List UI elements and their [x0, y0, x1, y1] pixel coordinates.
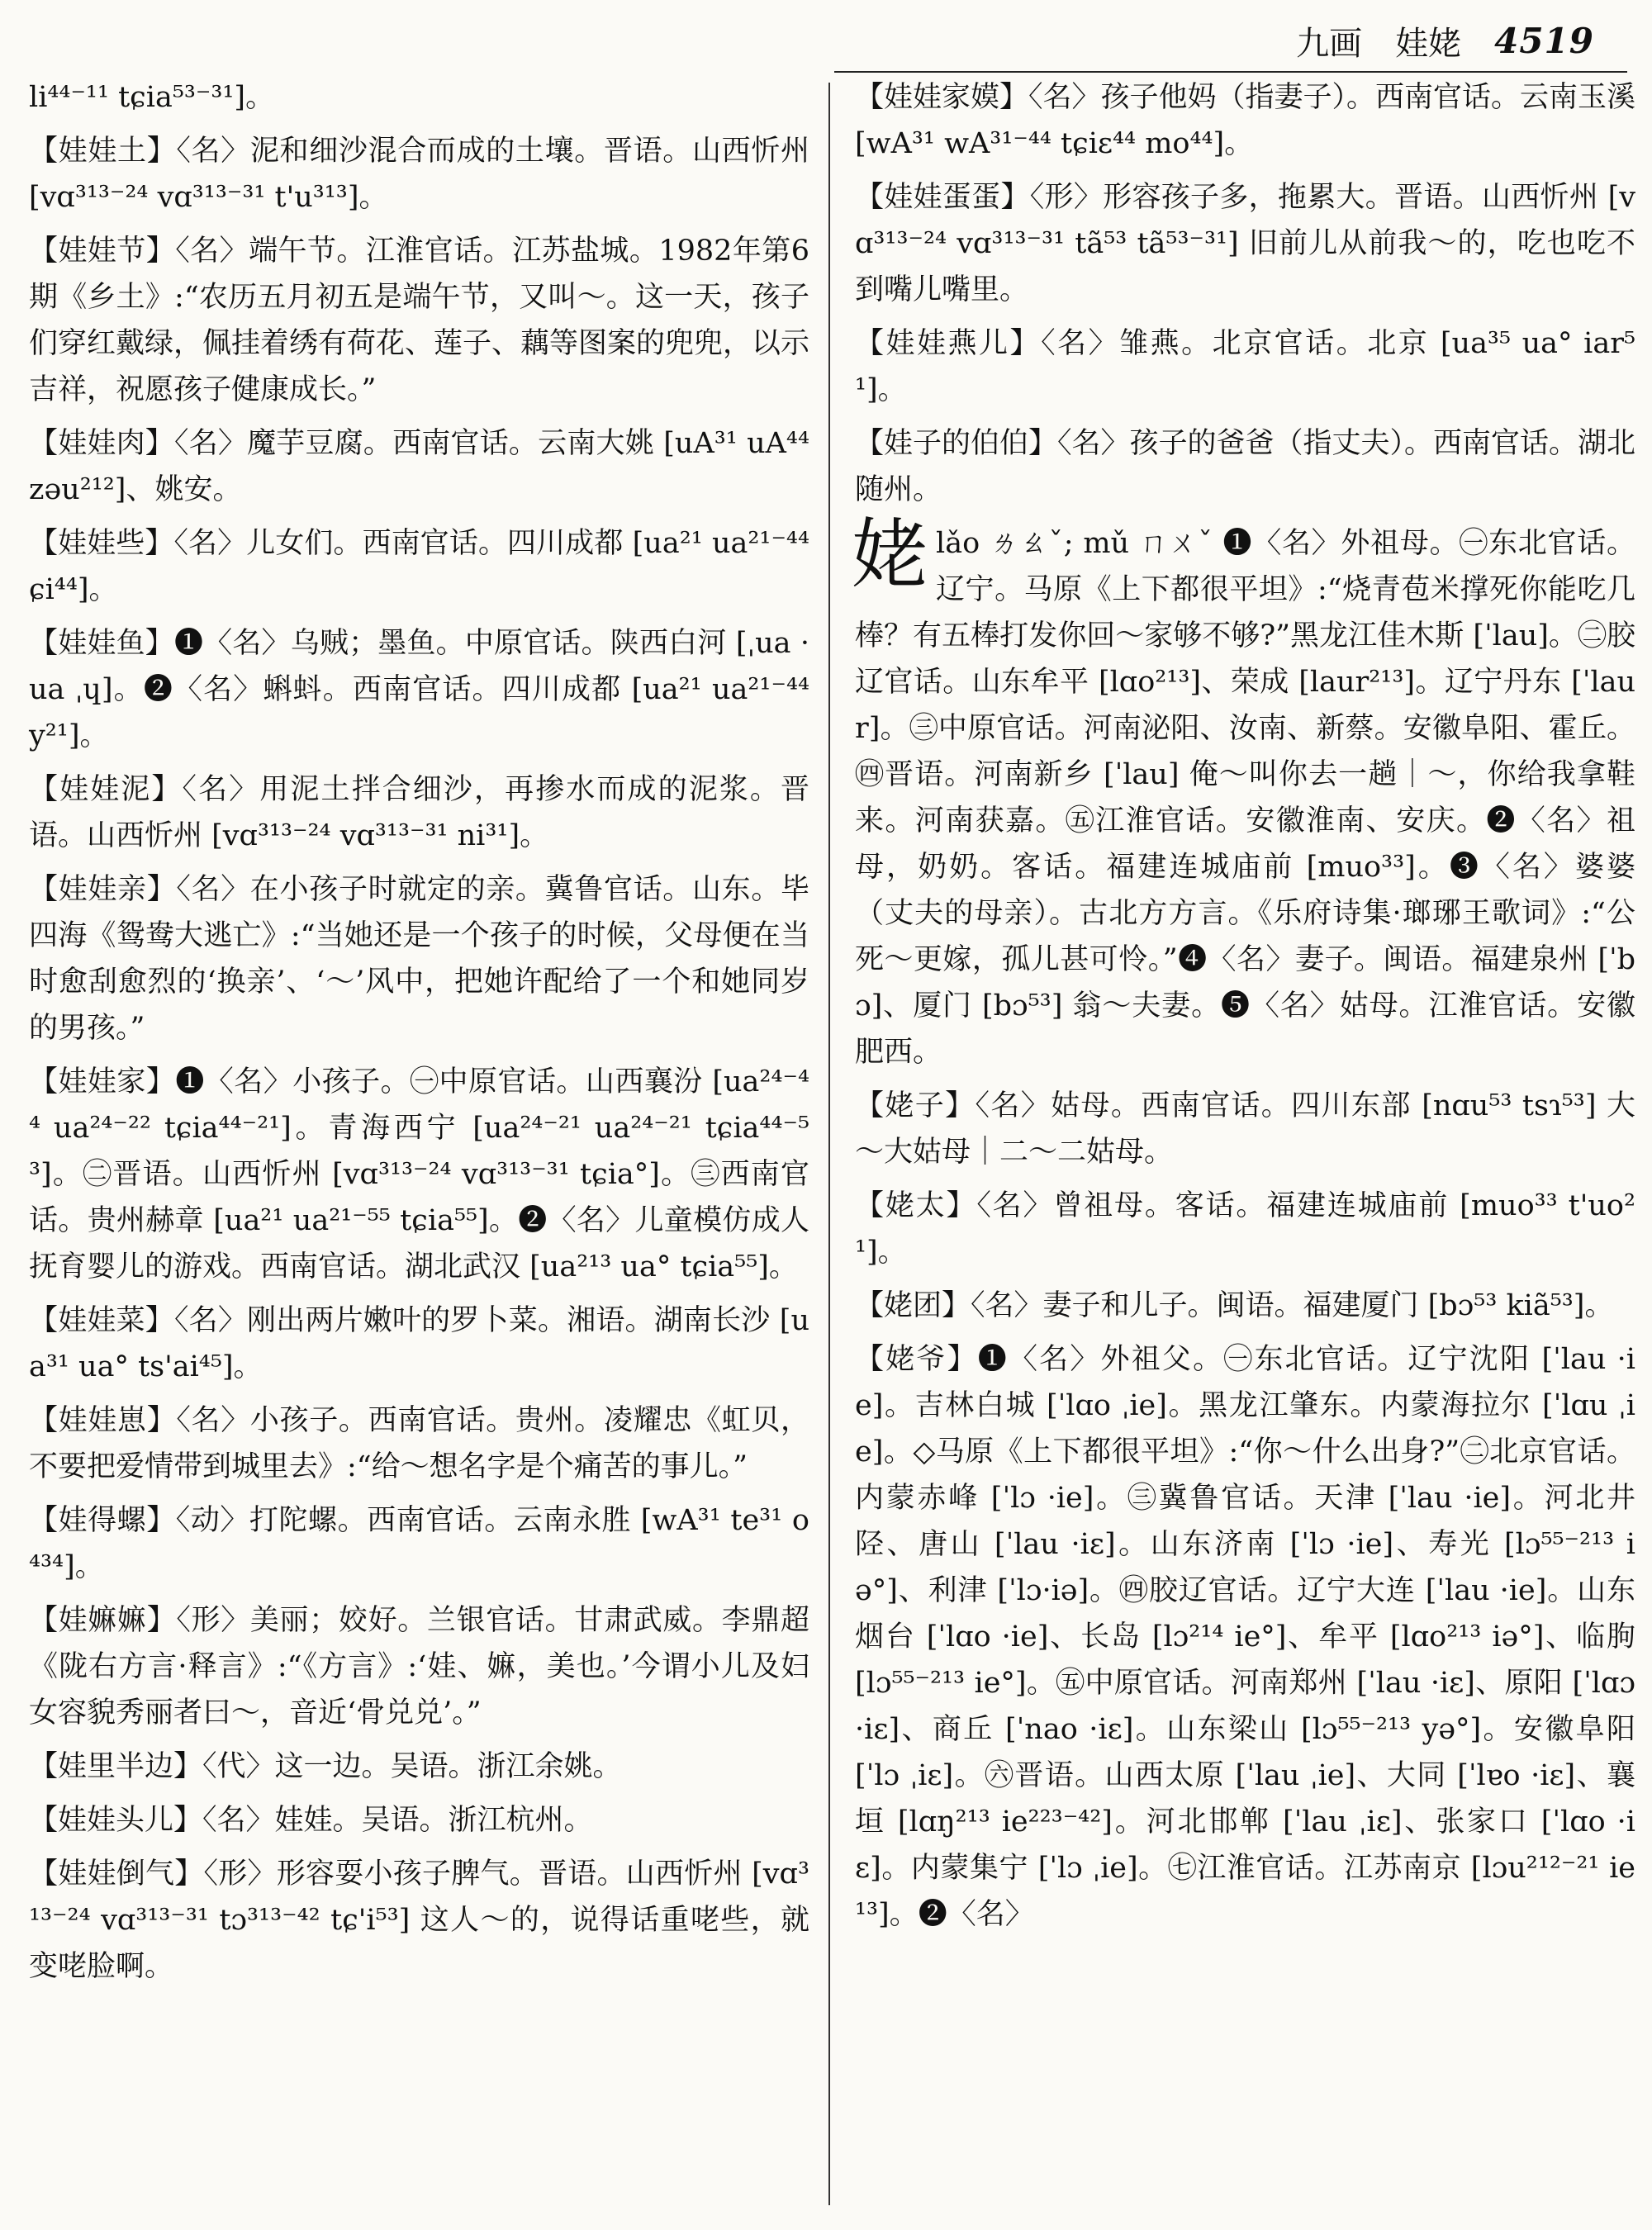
entry-wawa-rou: 【娃娃肉】〈名〉魔芋豆腐。西南官话。云南大姚 [uA³¹ uA⁴⁴ zəu²¹²]、姚安。	[29, 427, 809, 506]
entry-wawa-jia-mo: 【娃娃家嫫】〈名〉孩子他妈（指妻子）。西南官话。云南玉溪 [wA³¹ wA³¹⁻⁴⁴ tɕiɛ⁴⁴ mo⁴⁴]。	[855, 81, 1636, 160]
entry-wa-de-luo: 【娃得螺】〈动〉打陀螺。西南官话。云南永胜 [wA³¹ te³¹ o⁴³⁴]。	[29, 1504, 809, 1583]
entry-wawa-tour: 【娃娃头儿】〈名〉娃娃。吴语。浙江杭州。	[29, 1804, 593, 1837]
entry-wawa-jia: 【娃娃家】❶〈名〉小孩子。㊀中原官话。山西襄汾 [ua²⁴⁻⁴⁴ ua²⁴⁻²² tɕia⁴⁴⁻²¹]。青海西宁 [ua²⁴⁻²¹ ua²⁴⁻²¹ tɕia⁴⁴⁻⁵³]。㊁晋语。山西忻州 [vɑ³¹³⁻²⁴ vɑ³¹³⁻³¹ tɕia°]。㊂西南官话。贵州赫章 [ua²¹ ua²¹⁻⁵⁵ tɕia⁵⁵]。❷〈名〉儿童模仿成人抚育婴儿的游戏。西南官话。湖北武汉 [ua²¹³ ua° tɕia⁵⁵]。	[29, 1065, 809, 1283]
entry-wawa-daoqi: 【娃娃倒气】〈形〉形容耍小孩子脾气。晋语。山西忻州 [vɑ³¹³⁻²⁴ vɑ³¹³⁻³¹ tɔ³¹³⁻⁴² tɕ'i⁵³] 这人～的，说得话重咾些，就变咾脸啊。	[29, 1858, 809, 1983]
entry-continuation: li⁴⁴⁻¹¹ tɕia⁵³⁻³¹]。	[29, 81, 275, 114]
entry-lao-body: lǎo ㄌㄠˇ; mǔ ㄇㄨˇ ❶〈名〉外祖母。㊀东北官话。辽宁。马原《上下都很平坦》:“烧青苞米撑死你能吃几棒？有五棒打发你回～家够不够?”黑龙江佳木斯 [ˈlau]。㊁胶辽官话。山东牟平 [lɑo²¹³]、荣成 [laur²¹³]。辽宁丹东 [ˈlaur]。㊂中原官话。河南泌阳、汝南、新蔡。安徽阜阳、霍丘。㊃晋语。河南新乡 [ˈlau] 俺～叫你去一趟｜～，你给我拿鞋来。河南获嘉。㊄江淮官话。安徽淮南、安庆。❷〈名〉祖母，奶奶。客话。福建连城庙前 [muo³³]。❸〈名〉婆婆（丈夫的母亲）。古北方方言。《乐府诗集·瑯琊王歌词》:“公死～更嫁，孤儿甚可怜。”❹〈名〉妻子。闽语。福建泉州 [ˈbɔ]、厦门 [bɔ⁵³] 翁～夫妻。❺〈名〉姑母。江淮官话。安徽肥西。	[855, 527, 1635, 1069]
head-character: 姥	[852, 510, 928, 599]
entry-laozi: 【姥子】〈名〉姑母。西南官话。四川东部 [nɑu⁵³ tsɿ⁵³] 大～大姑母｜二～二姑母。	[855, 1089, 1635, 1169]
entry-laotai: 【姥太】〈名〉曾祖母。客话。福建连城庙前 [muo³³ t'uo²¹]。	[855, 1189, 1635, 1269]
entry-lao-head	[852, 510, 1635, 1075]
entry-laoye: 【姥爷】❶〈名〉外祖父。㊀东北官话。辽宁沈阳 [ˈlau ·ie]。吉林白城 [ˈlɑo ˌie]。黑龙江肇东。内蒙海拉尔 [ˈlɑu ˌie]。◇马原《上下都很平坦》:“你～什么出身?”㊁北京官话。内蒙赤峰 [ˈlɔ ·ie]。㊂冀鲁官话。天津 [ˈlau ·ie]。河北井陉、唐山 [ˈlau ·iɛ]。山东济南 [ˈlɔ ·ie]、寿光 [lɔ⁵⁵⁻²¹³ iə°]、利津 [ˈlɔ·iə]。㊃胶辽官话。辽宁大连 [ˈlau ·ie]。山东烟台 [ˈlɑo ·ie]、长岛 [lɔ²¹⁴ ie°]、牟平 [lɑo²¹³ iə°]、临朐 [lɔ⁵⁵⁻²¹³ ie°]。㊄中原官话。河南郑州 [ˈlau ·iɛ]、原阳 [ˈlɑɔ ·iɛ]、商丘 [ˈnao ·iɛ]。山东梁山 [lɔ⁵⁵⁻²¹³ yə°]。安徽阜阳 [ˈlɔ ˌiɛ]。㊅晋语。山西太原 [ˈlau ˌie]、大同 [ˈlɐo ·iɛ]、襄垣 [lɑŋ²¹³ ie²²³⁻⁴²]。河北邯郸 [ˈlau ˌiɛ]、张家口 [ˈlɑo ·iɛ]。内蒙集宁 [ˈlɔ ˌie]。㊆江淮官话。江苏南京 [lɔu²¹²⁻²¹ ie¹³]。❷〈名〉	[855, 1343, 1635, 1931]
entry-wa-li-ban-bian: 【娃里半边】〈代〉这一边。吴语。浙江余姚。	[29, 1750, 622, 1783]
entry-wawa-tu: 【娃娃土】〈名〉泥和细沙混合而成的土壤。晋语。山西忻州 [vɑ³¹³⁻²⁴ vɑ³¹³⁻³¹ t'u³¹³]。	[29, 135, 809, 214]
header-chars: 娃姥	[1395, 24, 1462, 63]
entry-wawa-yu: 【娃娃鱼】❶〈名〉乌贼；墨鱼。中原官话。陕西白河 [ˌua ·ua ˌɥ]。❷〈名〉蝌蚪。西南官话。四川成都 [ua²¹ ua²¹⁻⁴⁴ y²¹]。	[29, 627, 809, 752]
running-header	[1296, 12, 1594, 69]
entry-wawa-ni: 【娃娃泥】〈名〉用泥土拌合细沙，再掺水而成的泥浆。晋语。山西忻州 [vɑ³¹³⁻²⁴ vɑ³¹³⁻³¹ ni³¹]。	[29, 773, 809, 852]
entry-wawa-qin: 【娃娃亲】〈名〉在小孩子时就定的亲。冀鲁官话。山东。毕四海《鸳鸯大逃亡》:“当她还是一个孩子的时候，父母便在当时愈刮愈烈的‘换亲’、‘～’风中，把她许配给了一个和她同岁的男孩。”	[29, 873, 809, 1045]
entry-wawa-zai: 【娃娃崽】〈名〉小孩子。西南官话。贵州。凌耀忠《虹贝，不要把爱情带到城里去》:“给～想名字是个痛苦的事儿。”	[29, 1404, 809, 1483]
column-divider	[828, 83, 830, 2205]
entry-wawa-xie: 【娃娃些】〈名〉儿女们。西南官话。四川成都 [ua²¹ ua²¹⁻⁴⁴ ɕi⁴⁴]。	[29, 527, 809, 606]
right-column	[852, 74, 1636, 1945]
header-rule	[834, 71, 1627, 73]
entry-wawa-jie: 【娃娃节】〈名〉端午节。江淮官话。江苏盐城。1982年第6期《乡土》:“农历五月初五是端午节，又叫～。这一天，孩子们穿红戴绿，佩挂着绣有荷花、莲子、藕等图案的兜兜，以示吉祥，祝愿孩子健康成长。”	[29, 235, 810, 406]
section-label: 九画	[1296, 24, 1363, 63]
entry-laotuan: 【姥团】〈名〉妻子和儿子。闽语。福建厦门 [bɔ⁵³ kiã⁵³]。	[855, 1289, 1614, 1322]
entry-wazi-de-bobo: 【娃子的伯伯】〈名〉孩子的爸爸（指丈夫）。西南官话。湖北随州。	[855, 427, 1636, 506]
entry-wawa-dandan: 【娃娃蛋蛋】〈形〉形容孩子多，拖累大。晋语。山西忻州 [vɑ³¹³⁻²⁴ vɑ³¹³⁻³¹ tã⁵³ tã⁵³⁻³¹] 旧前儿从前我～的，吃也吃不到嘴儿嘴里。	[855, 181, 1635, 306]
entry-wa-mama: 【娃嫲嫲】〈形〉美丽；姣好。兰银官话。甘肃武威。李鼎超《陇右方言·释言》:“《方言》:‘娃、嫲，美也。’今谓小儿及妇女容貌秀丽者曰～，音近‘骨兑兑’。”	[29, 1604, 809, 1729]
entry-wawa-cai: 【娃娃菜】〈名〉刚出两片嫩叶的罗卜菜。湘语。湖南长沙 [ua³¹ ua° ts'ai⁴⁵]。	[29, 1304, 809, 1383]
page-number: 4519	[1494, 20, 1594, 61]
left-column	[29, 74, 809, 1997]
entry-wawa-yaner: 【娃娃燕儿】〈名〉雏燕。北京官话。北京 [ua³⁵ ua° iar⁵¹]。	[855, 327, 1635, 406]
